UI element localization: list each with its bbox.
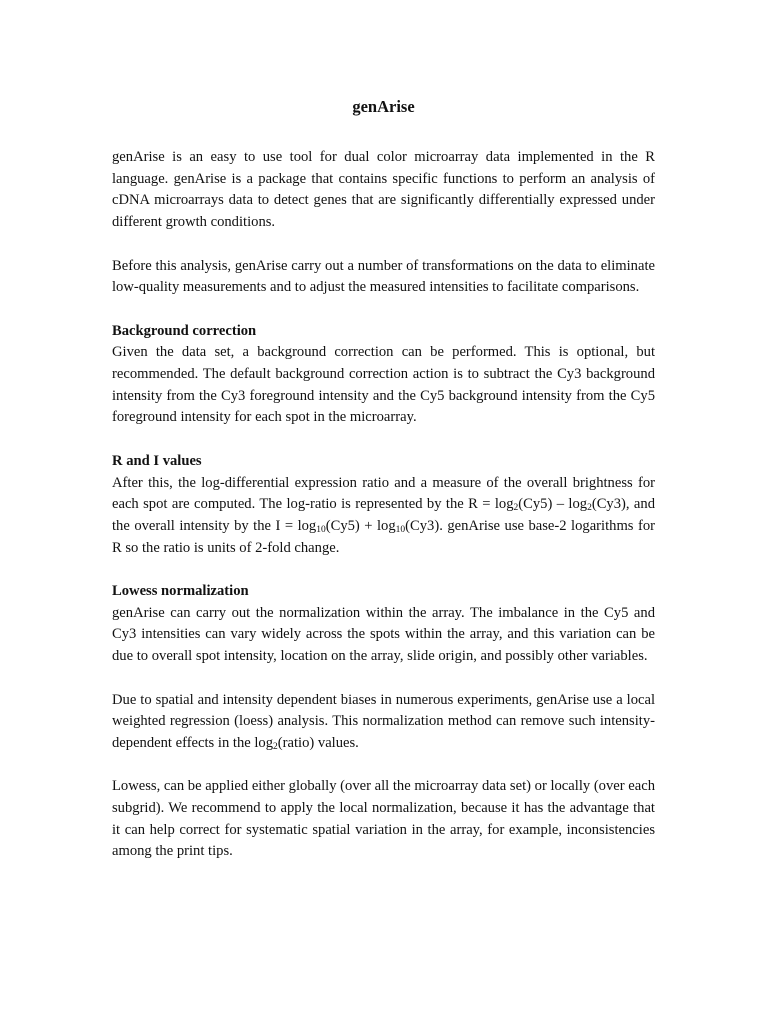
ri-text-part: After this, the log-differential expression ratio and a measure of the overall brightness for each spot are computed. The log-ratio is represented by the R = log: [112, 474, 655, 513]
document-title: genArise: [352, 97, 415, 116]
background-correction-paragraph: Given the data set, a background correction can be performed. This is optional, but recommended. The default background correction action is to subtract the Cy3 background intensity from the Cy3 foreground intensity and the Cy5 background intensity from the Cy5 foreground intensity for each spot in the microarray.: [112, 344, 655, 426]
subscript-base: 2: [587, 503, 592, 514]
subscript-base: 10: [395, 524, 406, 535]
intro-paragraph-1: genArise is an easy to use tool for dual color microarray data implemented in the R language. genArise is a package that contains specific functions to perform an analysis of cDNA microarrays data to detect genes that are significantly differentially expressed under different growth conditions.: [112, 149, 655, 231]
background-correction-heading: Background correction: [112, 322, 257, 339]
lowess-paragraph-3: Lowess, can be applied either globally (over all the microarray data set) or locally (over each subgrid). We recommend to apply the local normalization, because it has the advantage that it can help correct for systematic spatial variation in the array, for example, inconsistencies among the print tips.: [112, 778, 655, 860]
subscript-base: 2: [273, 741, 278, 752]
ri-text-part: (Cy5) – log: [518, 496, 588, 513]
ri-text-part: (Cy5) + log: [325, 517, 396, 534]
lowess-paragraph-1: genArise can carry out the normalization within the array. The imbalance in the Cy5 and Cy3 intensities can vary widely across the spots within the array, and this variation can be due to overall spot intensity, location on the array, slide origin, and possibly other variables.: [112, 604, 655, 665]
subscript-base: 2: [513, 503, 519, 514]
ri-text-part: (Cy3), and the overall intensity by the I = log: [112, 496, 655, 534]
lowess-text-part: (ratio) values.: [277, 734, 359, 751]
lowess-paragraph-2: [112, 690, 655, 755]
lowess-normalization-heading: Lowess normalization: [112, 583, 249, 599]
ri-text-part: (Cy3). genArise use base-2 logarithms for R so the ratio is units of 2-fold change.: [112, 517, 655, 556]
intro-paragraph-2: Before this analysis, genArise carry out a number of transformations on the data to eliminate low-quality measurements and to adjust the measured intensities to facilitate comparisons.: [112, 257, 655, 296]
r-and-i-values-paragraph: [112, 473, 655, 560]
subscript-base: 10: [316, 524, 326, 535]
document-page: [112, 96, 655, 863]
lowess-text-part: Due to spatial and intensity dependent biases in numerous experiments, genArise use a local weighted regression (loess) analysis. This normalization method can remove such intensity-dependent effects in the log: [112, 691, 655, 751]
r-and-i-values-heading: R and I values: [112, 452, 202, 469]
